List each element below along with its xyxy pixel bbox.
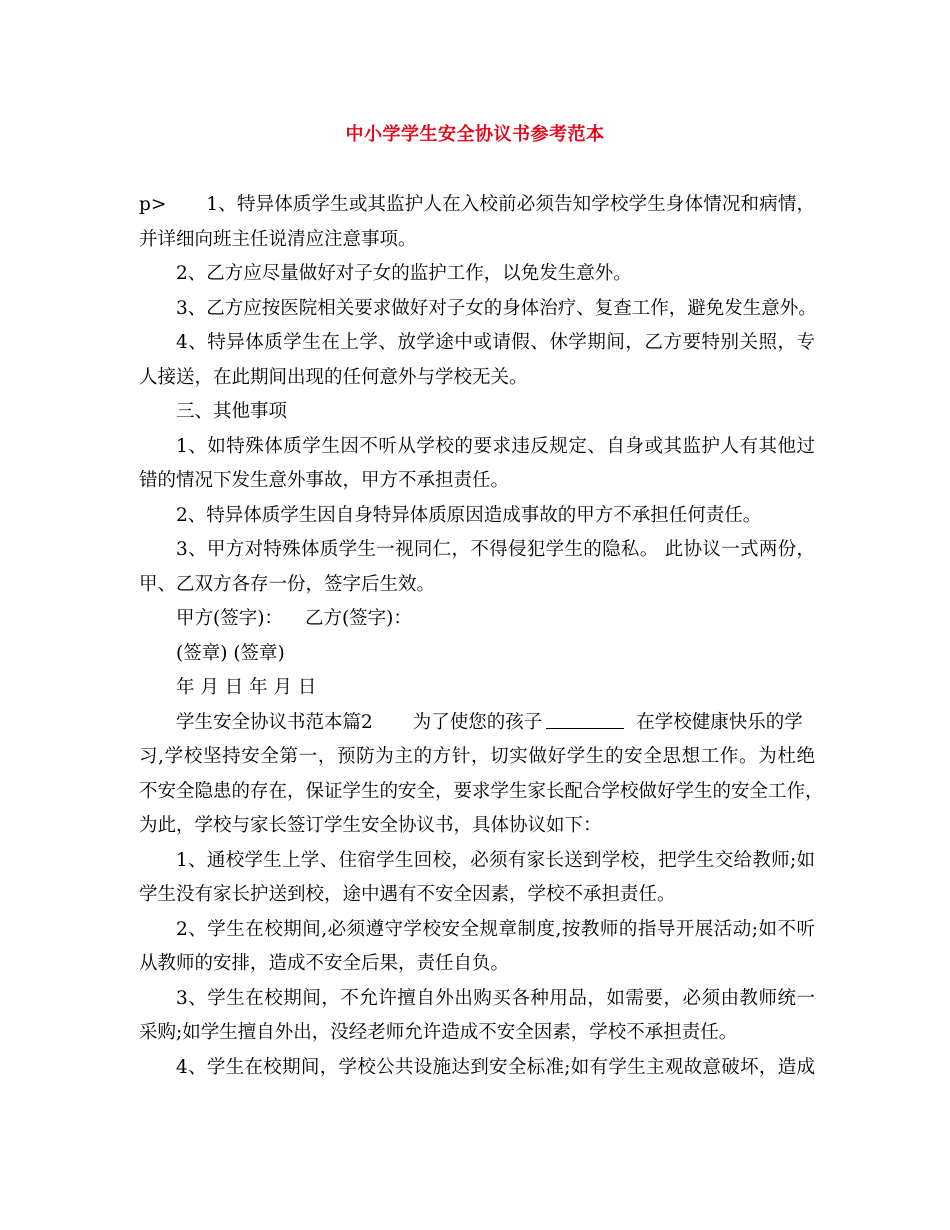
paragraph-line: 人接送，在此期间出现的任何意外与学校无关。 bbox=[139, 366, 528, 388]
paragraph-line: 错的情况下发生意外事故，甲方不承担责任。 bbox=[139, 470, 510, 491]
paragraph-line: 4、学生在校期间，学校公共设施达到安全标准;如有学生主观故意破坏，造成 bbox=[176, 1056, 815, 1078]
fill-in-blank bbox=[546, 712, 624, 729]
paragraph-line: 1、如特殊体质学生因不听从学校的要求违反规定、自身或其监护人有其他过 bbox=[176, 435, 815, 457]
paragraph-line: 甲、乙双方各存一份，签字后生效。 bbox=[139, 573, 436, 595]
paragraph-line: 3、乙方应按医院相关要求做好对子女的身体治疗、复查工作，避免发生意外。 bbox=[176, 297, 817, 319]
party-b-signature-label: 乙方(签字)： bbox=[304, 608, 412, 629]
paragraph-line: 3、甲方对特殊体质学生一视同仁，不得侵犯学生的隐私。 此协议一式两份， bbox=[176, 539, 815, 560]
stray-prefix: p> bbox=[139, 194, 167, 215]
paragraph-line: 并详细向班主任说清应注意事项。 bbox=[139, 228, 417, 250]
section-heading: 三、其他事项 bbox=[176, 401, 288, 422]
paragraph-line: 2、特异体质学生因自身特异体质原因造成事故的甲方不承担任何责任。 bbox=[176, 504, 762, 526]
paragraph-line: 3、学生在校期间，不允许擅自外出购买各种用品，如需要，必须由教师统一 bbox=[176, 987, 815, 1009]
paragraph-line bbox=[139, 188, 815, 223]
clause-text: 1、特异体质学生或其监护人在入校前必须告知学校学生身体情况和病情， bbox=[206, 194, 815, 215]
paragraph-line: 习,学校坚持安全第一，预防为主的方针，切实做好学生的安全思想工作。为杜绝 bbox=[139, 746, 815, 767]
intro-text: 为了使您的孩子 bbox=[412, 711, 543, 733]
paragraph-line: 4、特异体质学生在上学、放学途中或请假、休学期间，乙方要特别关照，专 bbox=[176, 332, 815, 353]
paragraph-line: 1、通校学生上学、住宿学生回校，必须有家长送到学校，把学生交给教师;如 bbox=[176, 849, 815, 871]
paragraph-line: 采购;如学生擅自外出，没经老师允许造成不安全因素，学校不承担责任。 bbox=[139, 1022, 738, 1043]
signature-line bbox=[139, 602, 815, 637]
document-body bbox=[139, 188, 824, 1085]
paragraph-line: 2、学生在校期间,必须遵守学校安全规章制度,按教师的指导开展活动;如不听 bbox=[176, 918, 815, 940]
seal-line: (签章) (签章) bbox=[176, 642, 285, 664]
paragraph-line: 学生没有家长护送到校，途中遇有不安全因素，学校不承担责任。 bbox=[139, 884, 676, 905]
paragraph-line: 2、乙方应尽量做好对子女的监护工作，以免发生意外。 bbox=[176, 263, 632, 284]
paragraph-line bbox=[139, 706, 815, 741]
paragraph-line: 为此，学校与家长签订学生安全协议书，具体协议如下： bbox=[139, 815, 602, 836]
paragraph-line: 从教师的安排，造成不安全后果，责任自负。 bbox=[139, 953, 510, 974]
paragraph-line: 不安全隐患的存在，保证学生的安全，要求学生家长配合学校做好学生的安全工作， bbox=[139, 780, 824, 802]
section-2-title: 学生安全协议书范本篇2 bbox=[176, 711, 373, 733]
date-line: 年 月 日 年 月 日 bbox=[176, 677, 317, 698]
intro-text: 在学校健康快乐的学 bbox=[636, 711, 803, 733]
party-a-signature-label: 甲方(签字)： bbox=[176, 608, 283, 629]
document-title: 中小学学生安全协议书参考范本 bbox=[345, 124, 605, 145]
